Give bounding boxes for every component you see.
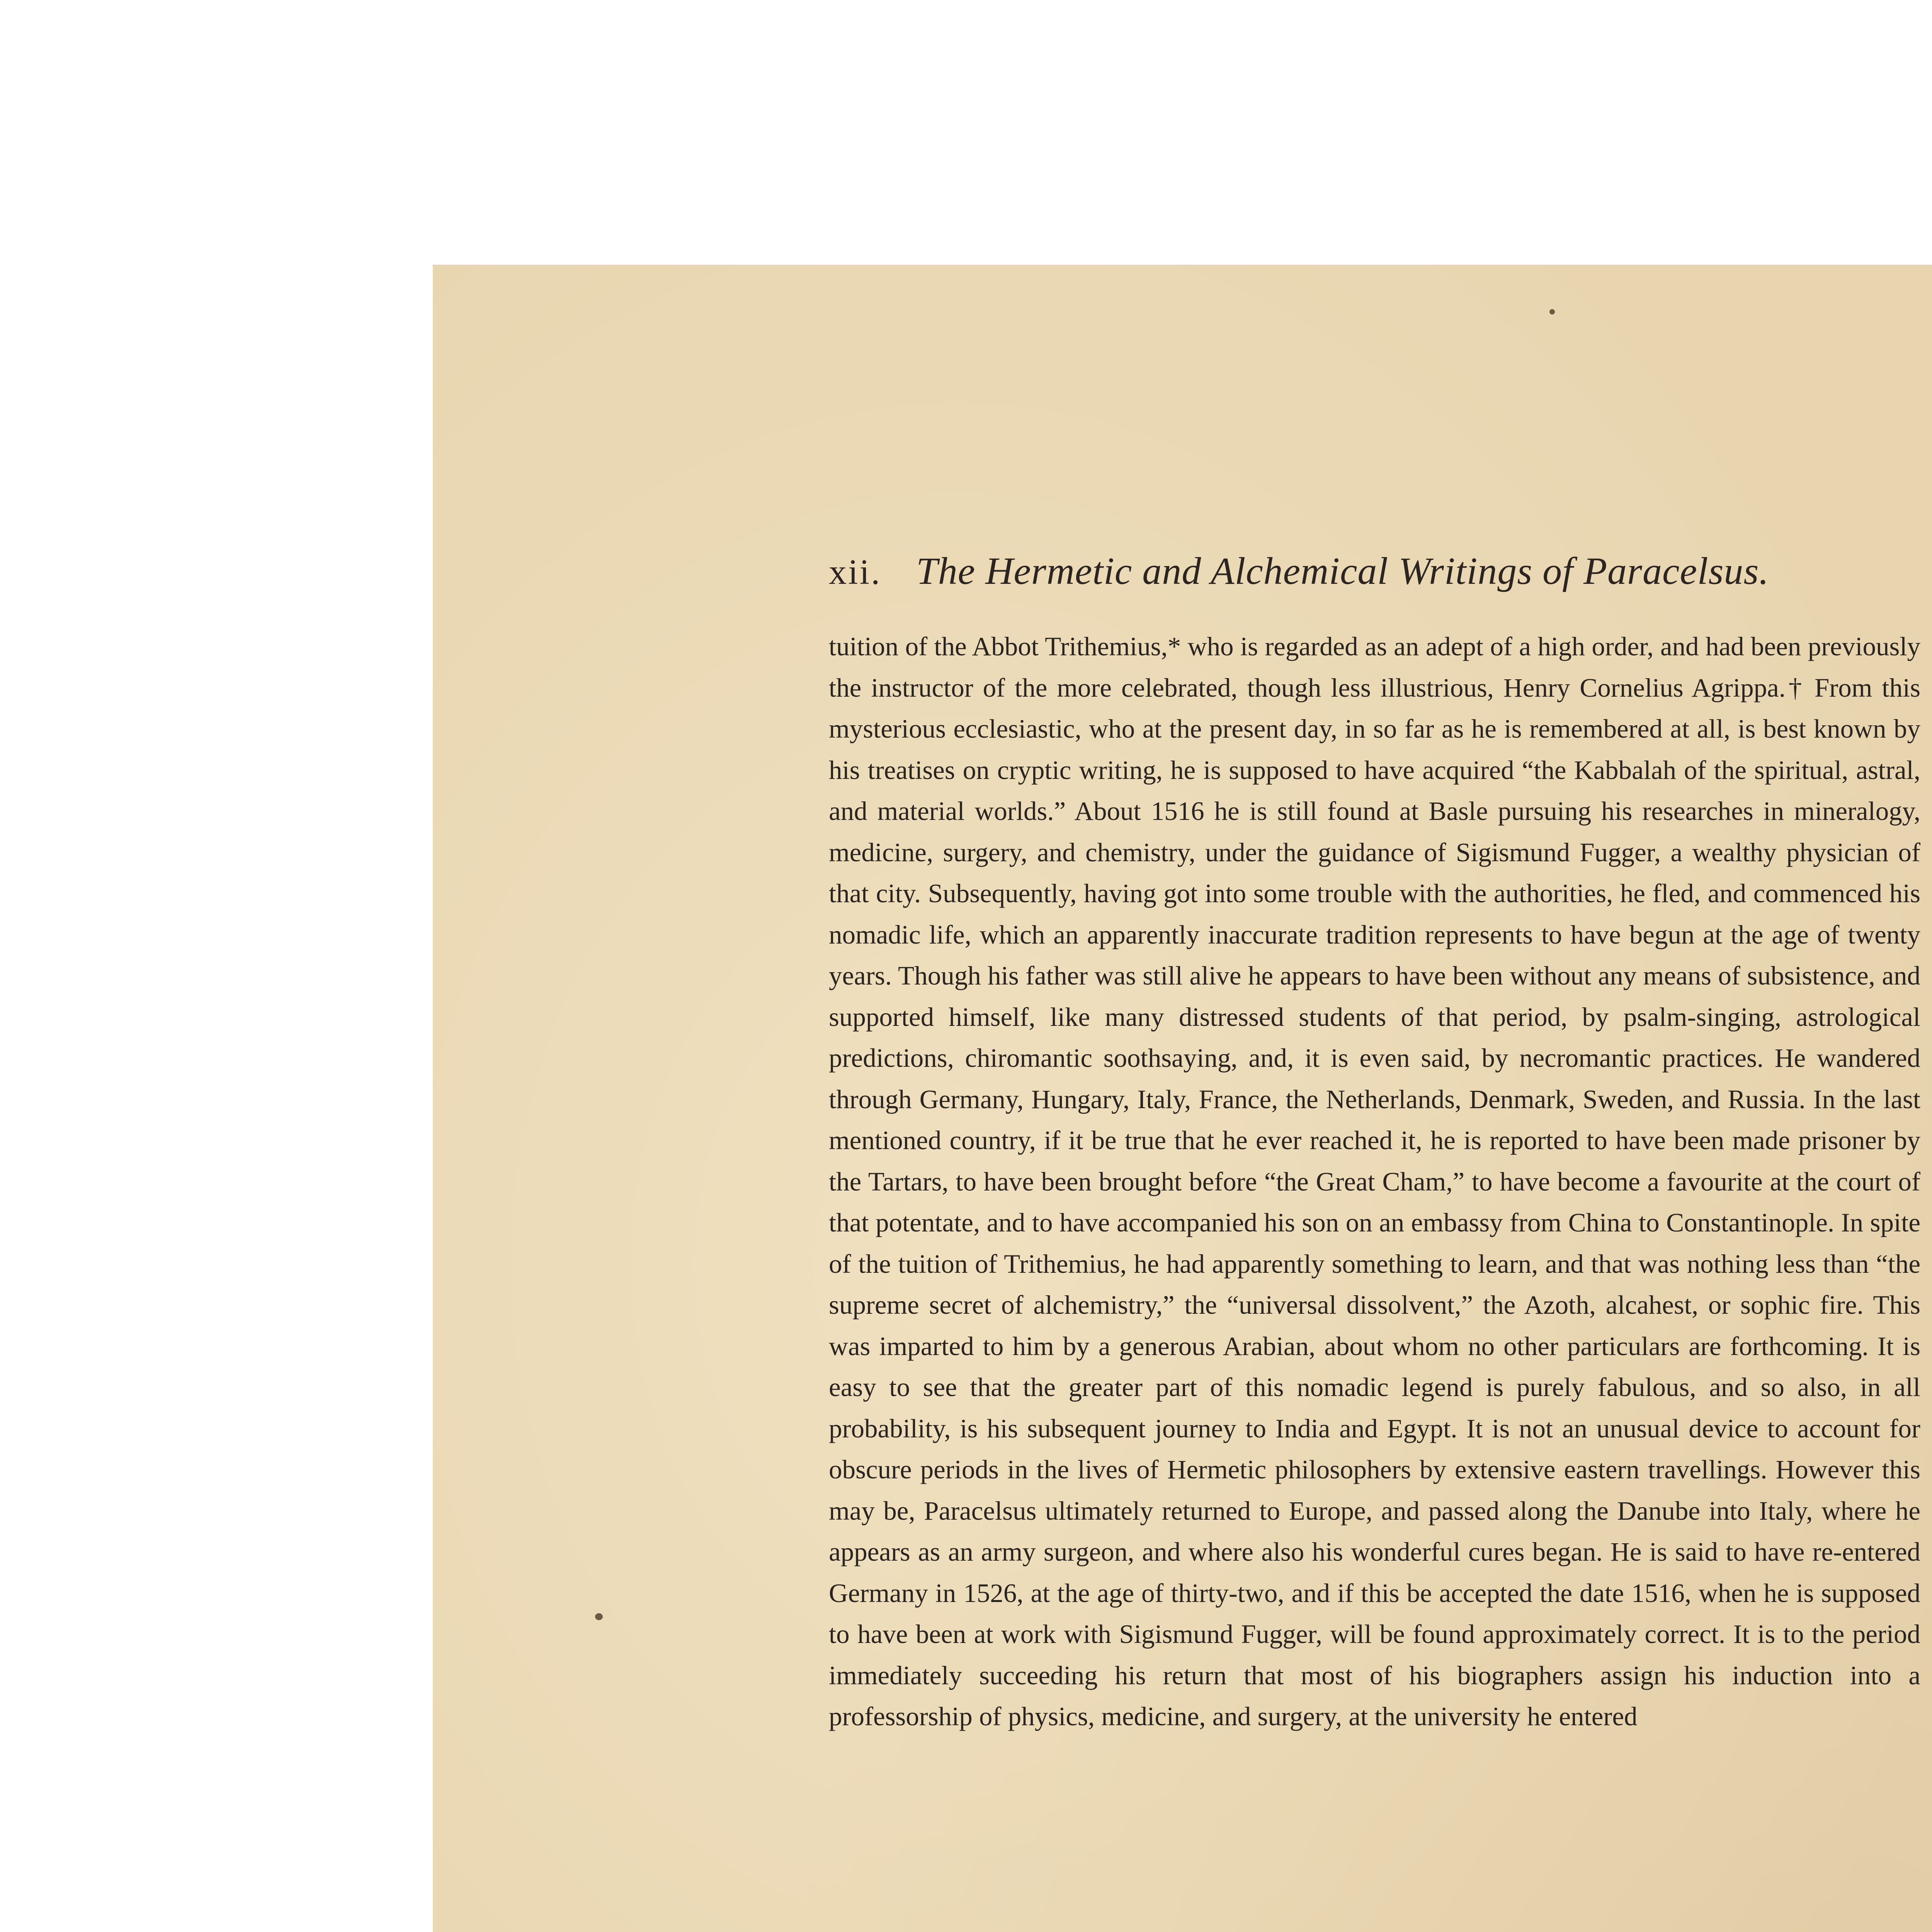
book-title: The Hermetic and Alchemical Writings of Paracelsus. [916, 549, 1769, 592]
speck [595, 1613, 603, 1620]
body-paragraph: tuition of the Abbot Trithemius,* who is regarded as an adept of a high order, and had been previously the instructor of the more celebrated, though less illustrious, Henry Cornelius Agrippa.† From this mysterious ecclesiastic, who at the present day, in so far as he is remembered at all, is best known by his treatises on cryptic writing, he is supposed to have acquired “the Kabbalah of the spiritual, astral, and material worlds.” About 1516 he is still found at Basle pursuing his researches in mineralogy, medicine, surgery, and chemistry, under the guidance of Sigismund Fugger, a wealthy physician of that city. Subsequently, having got into some trouble with the authorities, he fled, and commenced his nomadic life, which an apparently inaccurate tradition represents to have begun at the age of twenty years. Though his father was still alive he appears to have been without any means of subsistence, and supported himself, like many distressed students of that period, by psalm-singing, astrological predictions, chiromantic soothsaying, and, it is even said, by necromantic practices. He wandered through Germany, Hungary, Italy, France, the Netherlands, Denmark, Sweden, and Russia. In the last mentioned country, if it be true that he ever reached it, he is reported to have been made prisoner by the Tartars, to have been brought before “the Great Cham,” to have become a favourite at the court of that potentate, and to have accompanied his son on an embassy from China to Constantinople. In spite of the tuition of Trithemius, he had apparently something to learn, and that was nothing less than “the supreme secret of alchemistry,” the “universal dissolvent,” the Azoth, alcahest, or sophic fire. This was imparted to him by a generous Arabian, about whom no other particulars are forthcoming. It is easy to see that the greater part of this nomadic legend is purely fabulous, and so also, in all probability, is his subsequent journey to India and Egypt. It is not an unusual device to account for obscure periods in the lives of Hermetic philosophers by extensive eastern travellings. However this may be, Paracelsus ultimately returned to Europe, and passed along the Danube into Italy, where he appears as an army surgeon, and where also his wonderful cures began. He is said to have re-entered Germany in 1526, at the age of thirty-two, and if this be accepted the date 1516, when he is supposed to have been at work with Sigismund Fugger, will be found approximately correct. It is to the period immediately succeeding his return that most of his biographers assign his induction into a professorship of physics, medicine, and surgery, at the university he entered [829, 632, 1920, 1731]
body-text [829, 626, 1920, 1737]
page-number: xii. [829, 552, 882, 592]
speck [1549, 309, 1555, 315]
running-head [829, 549, 1864, 603]
